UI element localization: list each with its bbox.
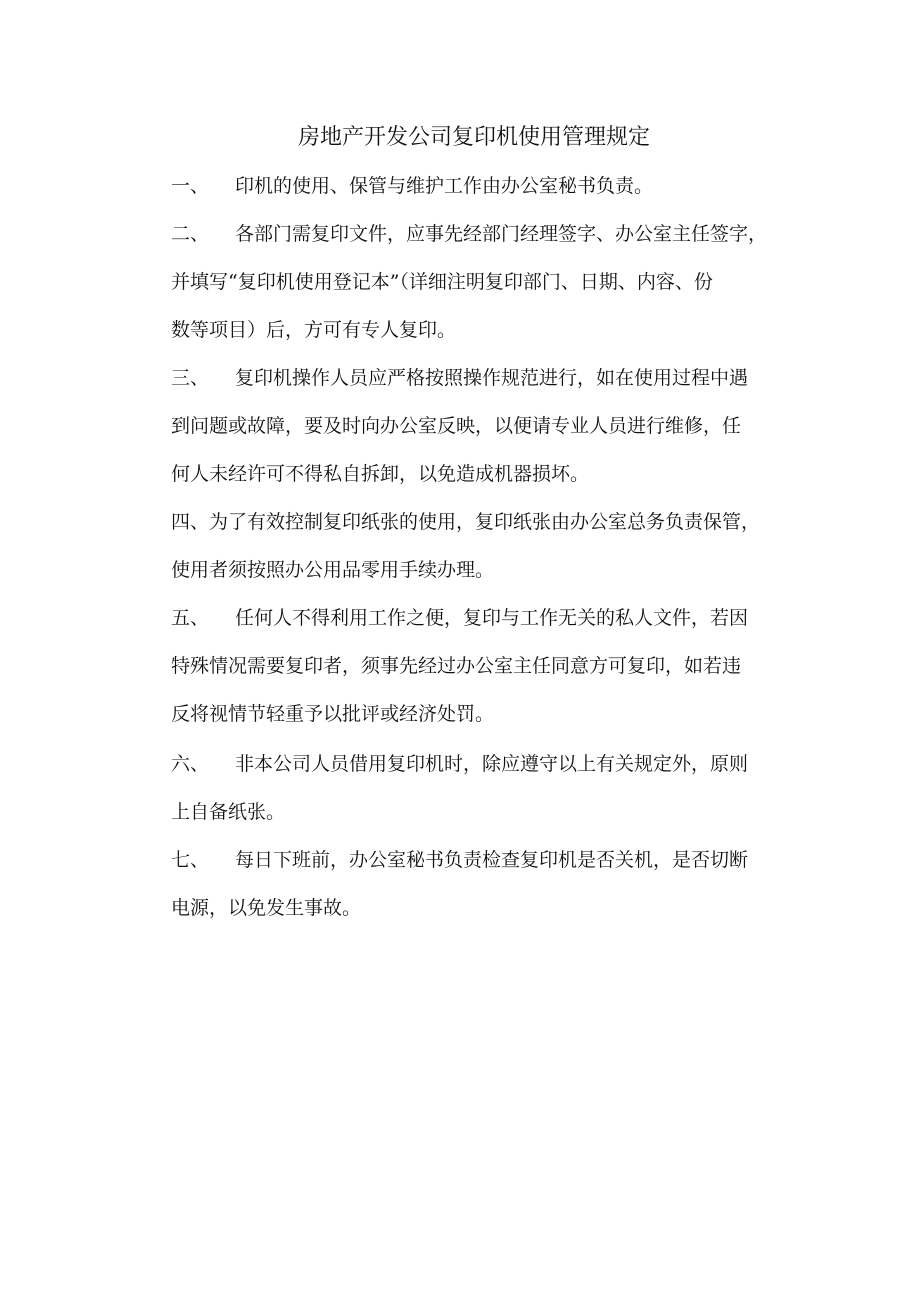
item-2-line-2: 并填写“复印机使用登记本”（详细注明复印部门、日期、内容、份 (171, 271, 713, 293)
item-3-line-2: 到问题或故障，要及时向办公室反映，以便请专业人员进行维修，任 (171, 415, 742, 437)
item-7-text-1: 每日下班前，办公室秘书负责检查复印机是否关机，是否切断 (235, 849, 749, 871)
item-7-line-2: 电源，以免发生事故。 (171, 897, 362, 919)
item-6-marker: 六、 (171, 753, 210, 775)
item-2-line-3: 数等项目）后，方可有专人复印。 (171, 319, 457, 341)
item-7-marker: 七、 (171, 849, 210, 871)
item-5-line-1 (171, 603, 748, 633)
item-5-line-2: 特殊情况需要复印者，须事先经过办公室主任同意方可复印，如若违 (171, 655, 742, 677)
item-3-marker: 三、 (171, 367, 210, 389)
item-5-text-1: 任何人不得利用工作之便，复印与工作无关的私人文件，若因 (235, 607, 749, 629)
item-4-line-2: 使用者须按照办公用品零用手续办理。 (171, 559, 495, 581)
item-6-line-2: 上自备纸张。 (171, 801, 286, 823)
item-1-marker: 一、 (171, 175, 210, 197)
item-7-line-1 (171, 845, 748, 875)
item-3-line-3: 何人未经许可不得私自拆卸，以免造成机器损坏。 (171, 463, 590, 485)
item-2-marker: 二、 (171, 223, 210, 245)
item-4-line-1: 四、为了有效控制复印纸张的使用，复印纸张由办公室总务负责保管， (171, 511, 761, 533)
document-title: 房地产开发公司复印机使用管理规定 (297, 125, 650, 150)
item-6-line-1 (171, 749, 748, 779)
item-2-line-1 (171, 219, 767, 249)
item-3-line-1 (171, 363, 748, 393)
item-5-marker: 五、 (171, 607, 210, 629)
item-6-text-1: 非本公司人员借用复印机时，除应遵守以上有关规定外，原则 (235, 753, 749, 775)
item-1-text-1: 印机的使用、保管与维护工作由办公室秘书负责。 (235, 175, 654, 197)
item-1-line-1 (171, 171, 653, 201)
item-3-text-1: 复印机操作人员应严格按照操作规范进行，如在使用过程中遇 (235, 367, 749, 389)
item-2-text-1: 各部门需复印文件，应事先经部门经理签字、办公室主任签字， (235, 223, 768, 245)
item-5-line-3: 反将视情节轻重予以批评或经济处罚。 (171, 703, 495, 725)
